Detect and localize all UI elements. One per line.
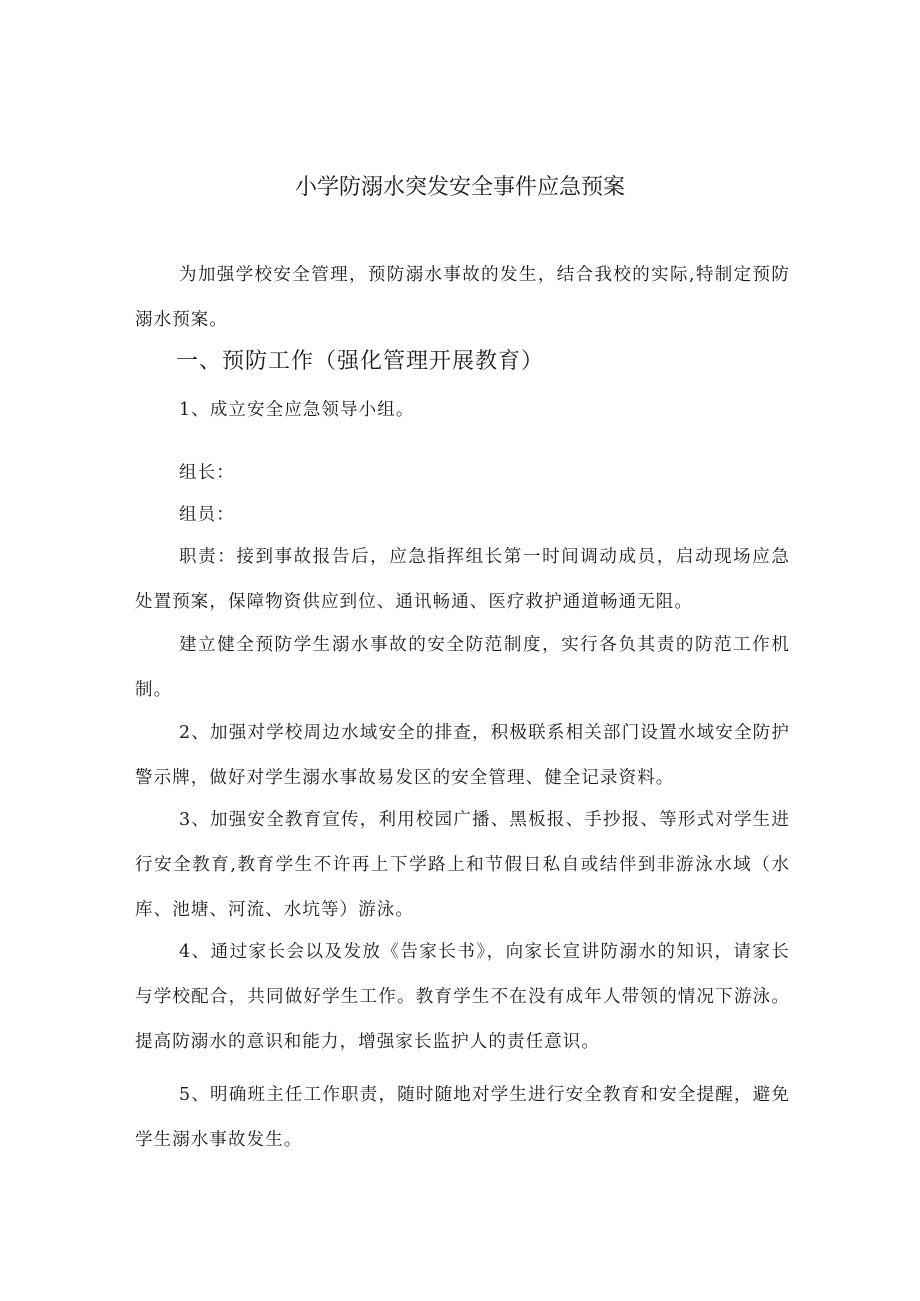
item-3: 3、加强安全教育宣传，利用校园广播、黑板报、手抄报、等形式对学生进行安全教育,教育学生不许再上下学路上和节假日私自或结伴到非游泳水域（水库、池塘、河流、水坑等）游泳。 xyxy=(135,810,790,920)
section-heading-prevention: 一、预防工作（强化管理开展教育） xyxy=(176,349,545,374)
intro-paragraph: 为加强学校安全管理，预防溺水事故的发生，结合我校的实际,特制定预防溺水预案。 xyxy=(135,265,790,330)
item-1: 1、成立安全应急领导小组。 xyxy=(179,400,415,420)
document-title: 小学防溺水突发安全事件应急预案 xyxy=(294,175,625,200)
duties-paragraph: 职责：接到事故报告后，应急指挥组长第一时间调动成员，启动现场应急处置预案，保障物资供应到位、通讯畅通、医疗救护通道畅通无阻。 xyxy=(135,547,790,612)
leader-label: 组长： xyxy=(179,463,235,483)
system-paragraph: 建立健全预防学生溺水事故的安全防范制度，实行各负其责的防范工作机制。 xyxy=(135,635,790,700)
item-2: 2、加强对学校周边水域安全的排查，积极联系相关部门设置水域安全防护警示牌，做好对学生溺水事故易发区的安全管理、健全记录资料。 xyxy=(135,723,790,788)
item-5: 5、明确班主任工作职责，随时随地对学生进行安全教育和安全提醒，避免学生溺水事故发生。 xyxy=(135,1085,790,1150)
members-label: 组员： xyxy=(179,505,235,525)
item-4: 4、通过家长会以及发放《告家长书》，向家长宣讲防溺水的知识，请家长与学校配合，共同做好学生工作。教育学生不在没有成年人带领的情况下游泳。提高防溺水的意识和能力，增强家长监护人的责任意识。 xyxy=(135,942,790,1052)
